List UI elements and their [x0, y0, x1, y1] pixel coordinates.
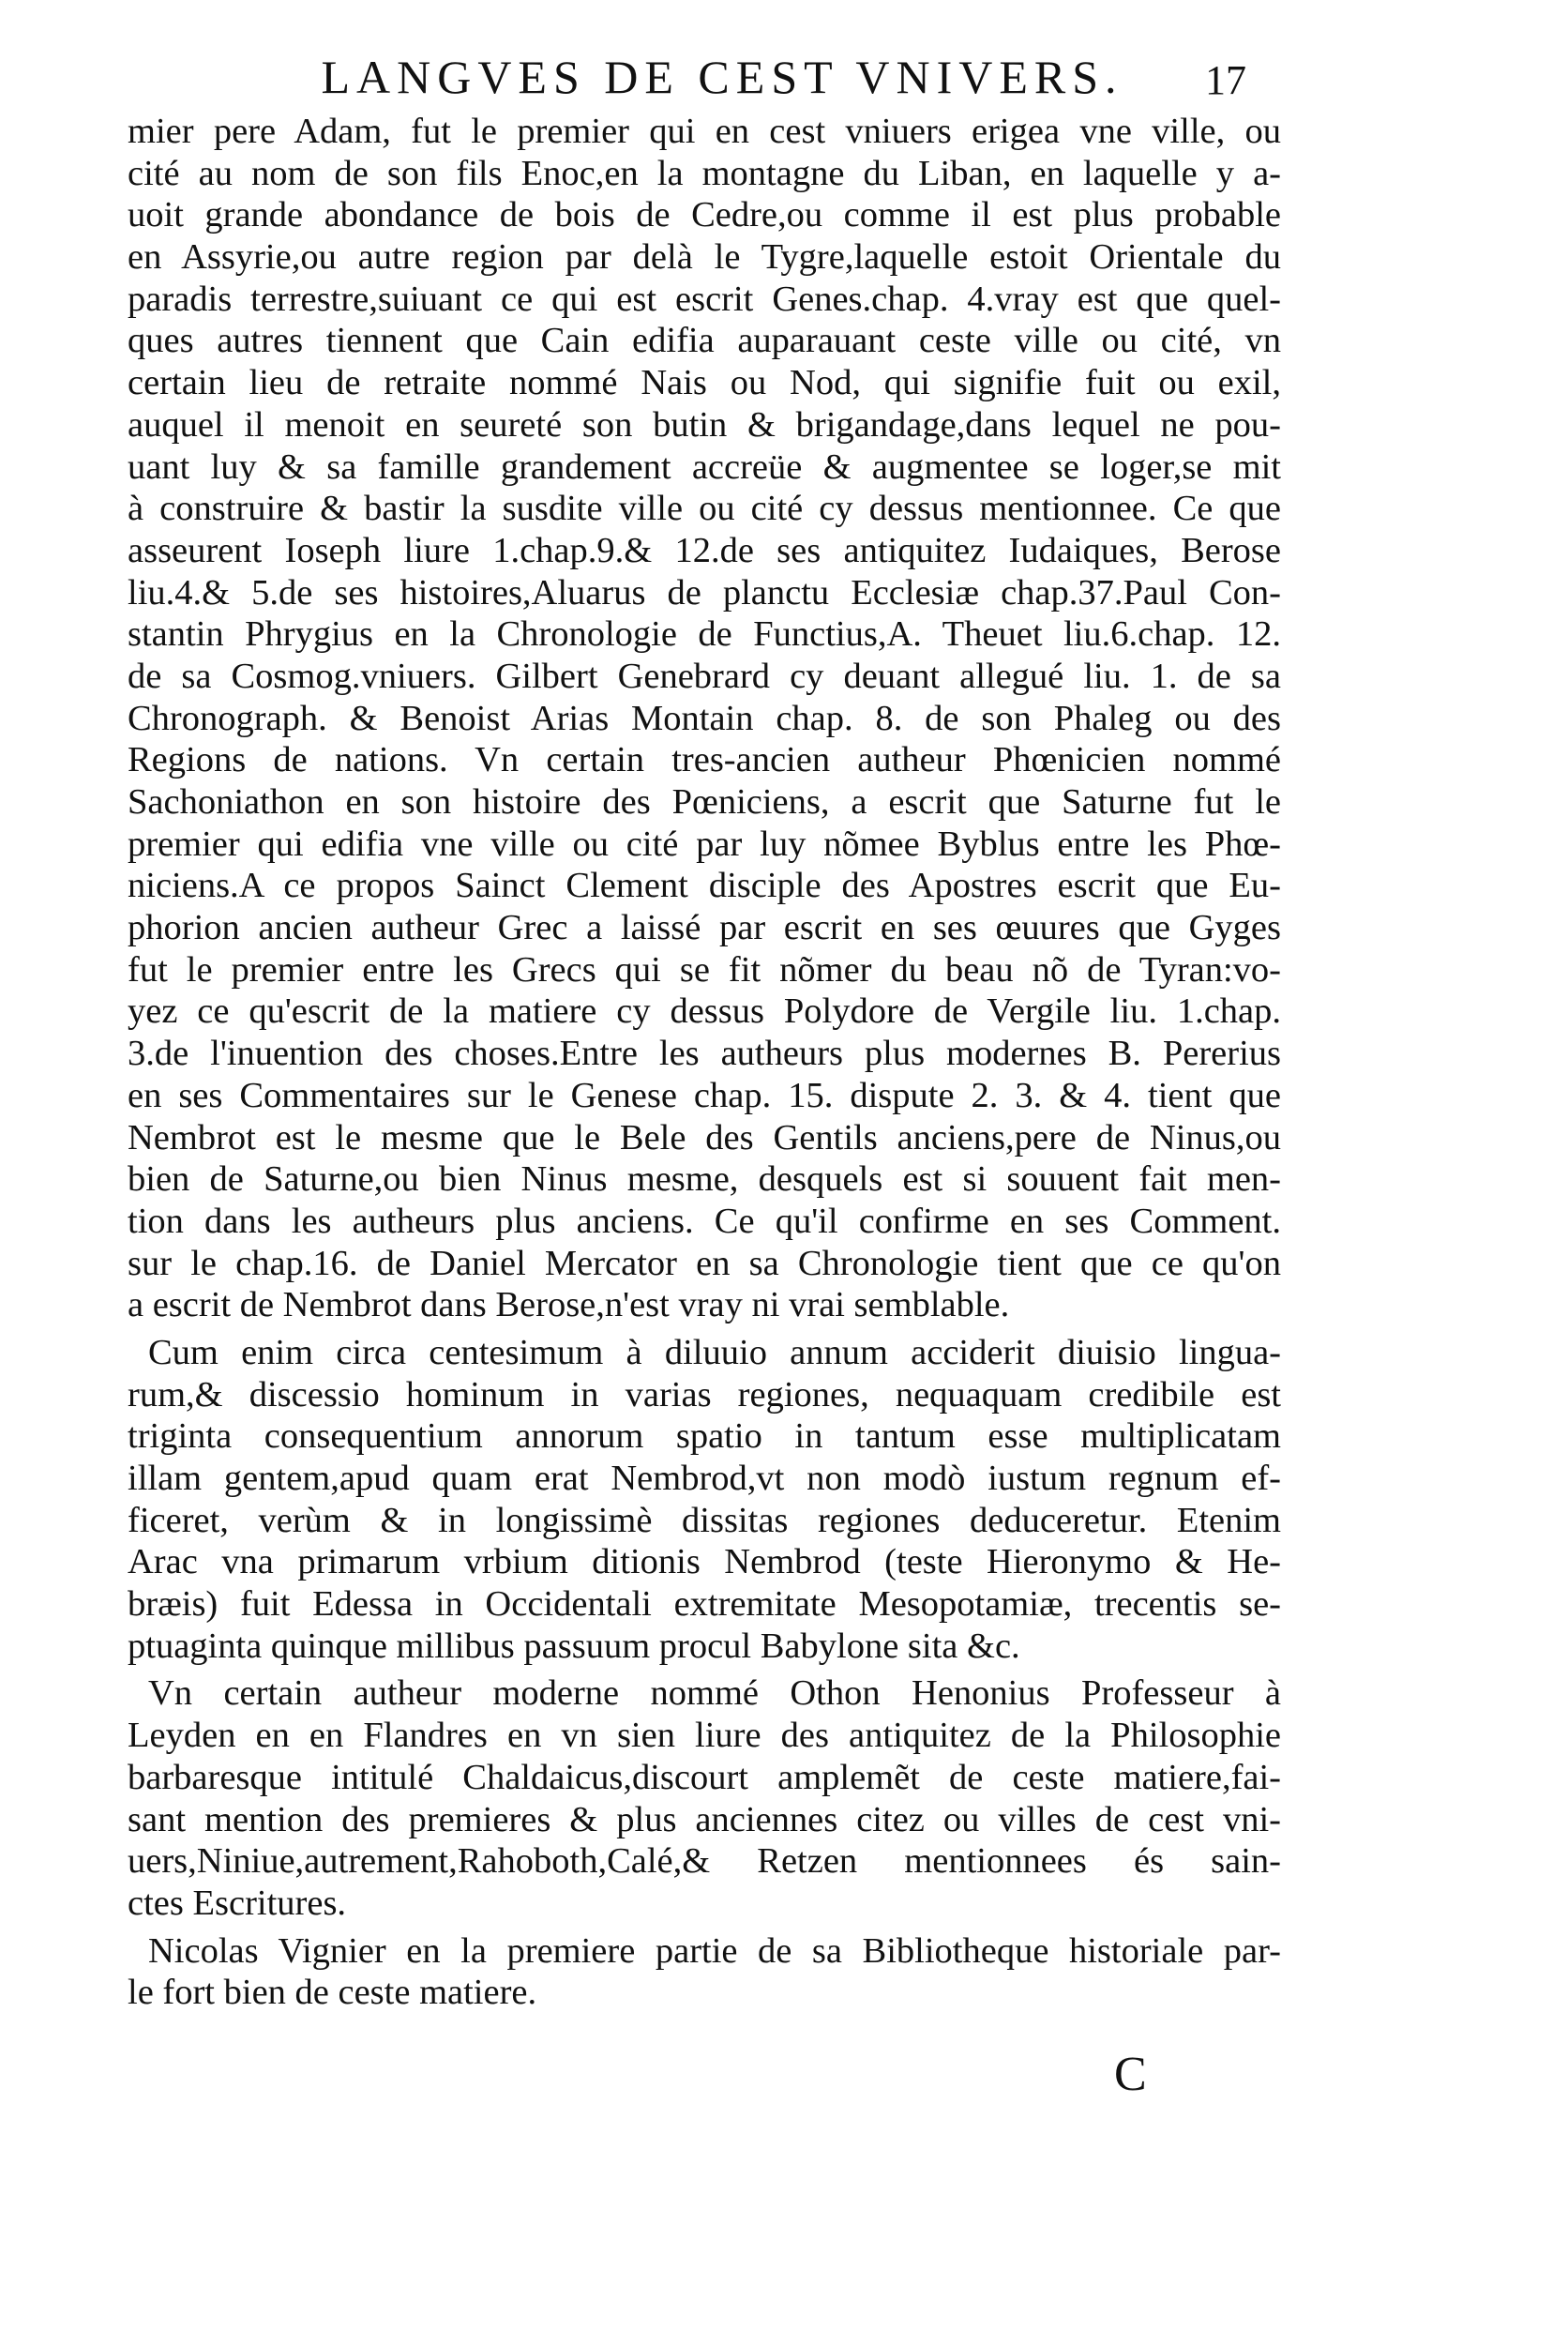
text-line: barbaresque intitulé Chaldaicus,discourt amplemẽt de ceste matiere,fai-	[128, 1757, 1281, 1797]
text-line: Vn certain autheur moderne nommé Othon Henonius Professeur à	[148, 1673, 1281, 1714]
text-line: en ses Commentaires sur le Genese chap. 15. dispute 2. 3. & 4. tient que	[128, 1075, 1281, 1115]
paragraph-1	[128, 111, 1281, 1326]
text-line: Nicolas Vignier en la premiere partie de sa Bibliotheque historiale par-	[148, 1930, 1281, 1971]
text-line: Nembrot est le mesme que le Bele des Gentils anciens,pere de Ninus,ou	[128, 1117, 1281, 1157]
text-line: à construire & bastir la susdite ville ou cité cy dessus mentionnee. Ce que	[128, 489, 1281, 529]
text-line: cité au nom de son fils Enoc,en la montagne du Liban, en laquelle y a-	[128, 153, 1281, 193]
text-line: premier qui edifia vne ville ou cité par luy nõmee Byblus entre les Phœ-	[128, 824, 1281, 864]
paragraph-3	[128, 1672, 1281, 1924]
text-line: rum,& discessio hominum in varias regiones, nequaquam credibile est	[128, 1374, 1281, 1415]
text-line: auquel il menoit en seureté son butin & brigandage,dans lequel ne pou-	[128, 404, 1281, 445]
text-line: tion dans les autheurs plus anciens. Ce qu'il confirme en ses Comment.	[128, 1201, 1281, 1241]
text-line: triginta consequentium annorum spatio in tantum esse multiplicatam	[128, 1416, 1281, 1457]
text-line: ques autres tiennent que Cain edifia auparauant ceste ville ou cité, vn	[128, 321, 1281, 361]
text-line: a escrit de Nembrot dans Berose,n'est vray ni vrai semblable.	[128, 1285, 1010, 1325]
text-line: sur le chap.16. de Daniel Mercator en sa Chronologie tient que ce qu'on	[128, 1243, 1281, 1283]
text-line: illam gentem,apud quam erat Nembrod,vt non modò iustum regnum ef-	[128, 1459, 1281, 1498]
text-line: asseurent Ioseph liure 1.chap.9.& 12.de ses antiquitez Iudaiques, Berose	[128, 530, 1281, 570]
page-number: 17	[1205, 57, 1246, 103]
text-line: le fort bien de ceste matiere.	[128, 1973, 537, 2013]
text-line: en Assyrie,ou autre region par delà le Tygre,laquelle estoit Orientale du	[128, 237, 1281, 278]
text-line: Leyden en en Flandres en vn sien liure des antiquitez de la Philosophie	[128, 1716, 1281, 1756]
text-line: ctes Escritures.	[128, 1883, 347, 1923]
paragraph-2	[128, 1332, 1281, 1668]
text-line: bien de Saturne,ou bien Ninus mesme, desquels est si souuent fait men-	[128, 1159, 1281, 1200]
text-line: Arac vna primarum vrbium ditionis Nembrod (teste Hieronymo & He-	[128, 1542, 1281, 1582]
text-line: niciens.A ce propos Sainct Clement disciple des Apostres escrit que Eu-	[128, 866, 1281, 906]
paragraph-4	[128, 1930, 1281, 2014]
text-line: Cum enim circa centesimum à diluuio annum acciderit diuisio lingua-	[148, 1332, 1281, 1372]
text-line: uoit grande abondance de bois de Cedre,ou comme il est plus probable	[128, 195, 1281, 235]
text-line: paradis terrestre,suiuant ce qui est escrit Genes.chap. 4.vray est que quel-	[128, 279, 1281, 319]
text-line: uers,Niniue,autrement,Rahoboth,Calé,& Retzen mentionnees és sain-	[128, 1841, 1281, 1882]
text-line: stantin Phrygius en la Chronologie de Functius,A. Theuet liu.6.chap. 12.	[128, 614, 1281, 655]
text-line: phorion ancien autheur Grec a laissé par escrit en ses œuures que Gyges	[128, 908, 1281, 948]
text-line: bræis) fuit Edessa in Occidentali extremitate Mesopotamiæ, trecentis se-	[128, 1584, 1281, 1625]
text-line: fut le premier entre les Grecs qui se fit nõmer du beau nõ de Tyran:vo-	[128, 949, 1281, 990]
text-line: ptuaginta quinque millibus passuum procul Babylone sita &c.	[128, 1626, 1020, 1666]
text-line: Chronograph. & Benoist Arias Montain chap. 8. de son Phaleg ou des	[128, 698, 1281, 738]
signature-mark: C	[1114, 2048, 1147, 2101]
text-line: mier pere Adam, fut le premier qui en cest vniuers erigea vne ville, ou	[128, 112, 1281, 151]
text-line: 3.de l'inuention des choses.Entre les autheurs plus modernes B. Pererius	[128, 1034, 1281, 1074]
text-line: sant mention des premieres & plus anciennes citez ou villes de cest vni-	[128, 1799, 1281, 1839]
running-title: LANGVES DE CEST VNIVERS.	[321, 51, 1123, 103]
text-line: certain lieu de retraite nommé Nais ou Nod, qui signifie fuit ou exil,	[128, 363, 1281, 403]
text-line: Sachoniathon en son histoire des Pœniciens, a escrit que Saturne fut le	[128, 782, 1281, 822]
text-line: Regions de nations. Vn certain tres-ancien autheur Phœnicien nommé	[128, 740, 1281, 780]
text-line: uant luy & sa famille grandement accreüe & augmentee se loger,se mit	[128, 446, 1281, 487]
text-line: yez ce qu'escrit de la matiere cy dessus Polydore de Vergile liu. 1.chap.	[128, 991, 1281, 1032]
page-body	[128, 111, 1281, 2014]
text-line: de sa Cosmog.vniuers. Gilbert Genebrard cy deuant allegué liu. 1. de sa	[128, 656, 1281, 696]
text-line: ficeret, verùm & in longissimè dissitas regiones deduceretur. Etenim	[128, 1500, 1281, 1540]
text-line: liu.4.& 5.de ses histoires,Aluarus de planctu Ecclesiæ chap.37.Paul Con-	[128, 572, 1281, 613]
